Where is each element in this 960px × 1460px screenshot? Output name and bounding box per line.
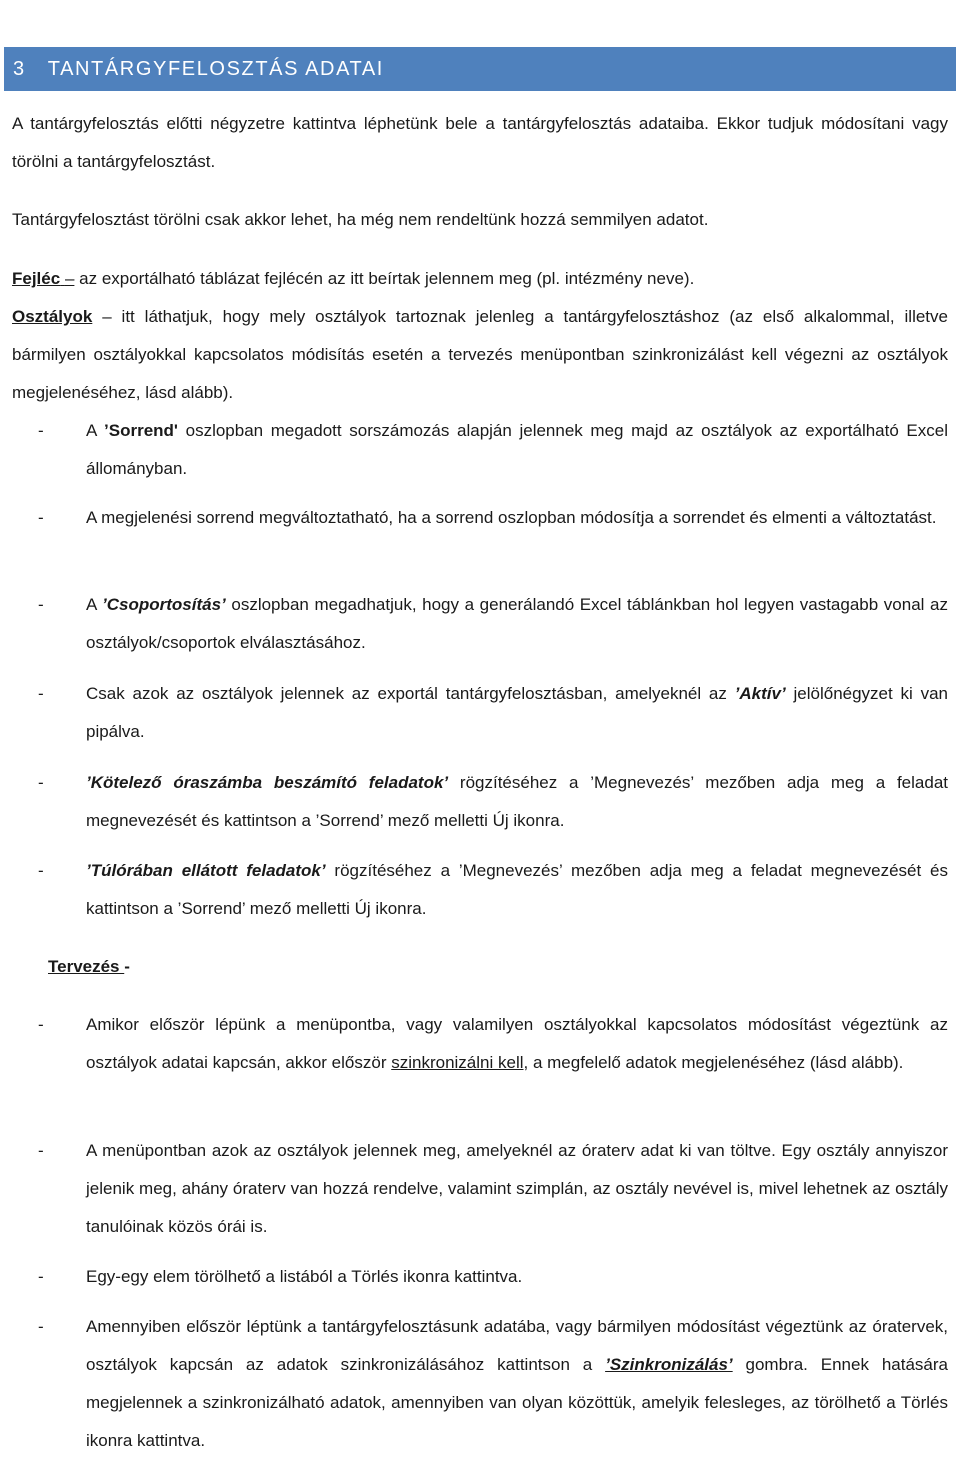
osztalyok-term: Osztályok xyxy=(12,307,93,326)
fejlec-term: Fejléc xyxy=(12,269,61,288)
list-item-bold: ’Aktív’ xyxy=(734,684,786,703)
list-dash: - xyxy=(38,508,44,527)
list-item xyxy=(38,499,948,537)
tervezes-term: Tervezés xyxy=(48,957,125,976)
intro-paragraph: A tantárgyfelosztás előtti négyzetre kattintva léphetünk bele a tantárgyfelosztás adataiba. Ekkor tudjuk módosítani vagy törölni a tantárgyfelosztást. xyxy=(12,114,948,171)
list-item-text: rögzítéséhez a ’Megnevezés’ mezőben adja meg a feladat megnevezését és kattintson a ’Sorrend’ mező melletti Új ikonra. xyxy=(86,773,948,830)
list-item-text: oszlopban megadott sorszámozás alapján jelennek meg majd az osztályok az exportálható Excel állományban. xyxy=(86,421,948,478)
list-dash: - xyxy=(38,861,44,880)
list-item-text: Csak azok az osztályok jelennek az exportál tantárgyfelosztásban, amelyeknél az xyxy=(86,684,735,703)
list-item-text: , a megfelelő adatok megjelenéséhez (lásd alább). xyxy=(523,1053,904,1072)
sync-required-link: szinkronizálni kell xyxy=(391,1053,524,1072)
list-item-bold: ’Sorrend' xyxy=(104,421,178,440)
list-item xyxy=(38,764,948,840)
list-dash: - xyxy=(38,595,44,614)
tervezes-heading xyxy=(48,948,948,986)
section-number: 3 xyxy=(13,58,26,80)
list-item-text: gombra. Ennek hatására megjelennek a szinkronizálható adatok, amennyiben van olyan közöttük, amelyik felesleges, az törölhető a Törlés ikonra kattintva. xyxy=(86,1355,948,1450)
list-item-bold: ’Túlórában ellátott feladatok’ xyxy=(86,861,326,880)
list-item xyxy=(38,586,948,662)
section-title: TANTÁRGYFELOSZTÁS ADATAI xyxy=(47,58,384,80)
list-item-text: Amikor először lépünk a menüpontba, vagy valamilyen osztályokkal kapcsolatos módosítást végeztünk az osztályok adatai kapcsán, akkor először xyxy=(86,1015,948,1072)
osztalyok-text: – itt láthatjuk, hogy mely osztályok tartoznak jelenleg a tantárgyfelosztáshoz (az első alkalommal, illetve bármilyen osztályokkal kapcsolatos módisítás esetén a tervezés menüpontban szinkronizálást kell végezni az osztályok megjelenéséhez, lásd alább). xyxy=(12,307,948,402)
list-dash: - xyxy=(38,684,44,703)
list-item xyxy=(38,1132,948,1246)
list-item-text: A menüpontban azok az osztályok jelennek meg, amelyeknél az óraterv adat ki van töltve. Egy osztály annyiszor jelenik meg, ahány óraterv van hozzá rendelve, valamint szimplán, az osztály nevével is, mivel lehetnek az osztály tanulóinak közös órái is. xyxy=(86,1141,948,1236)
sync-button-reference: ’Szinkronizálás’ xyxy=(605,1355,733,1374)
list-item-text: A megjelenési sorrend megváltoztatható, ha a sorrend oszlopban módosítja a sorrendet és elmenti a változtatást. xyxy=(86,508,937,527)
tervezes-dash: - xyxy=(124,957,130,976)
delete-rule-paragraph: Tantárgyfelosztást törölni csak akkor lehet, ha még nem rendeltünk hozzá semmilyen adatot. xyxy=(12,210,709,229)
list-item xyxy=(38,675,948,751)
list-item-text: rögzítéséhez a ’Megnevezés’ mezőben adja meg a feladat megnevezését és kattintson a ’Sorrend’ mező melletti Új ikonra. xyxy=(86,861,949,918)
list-item-bold: ’Csoportosítás’ xyxy=(102,595,226,614)
fejlec-paragraph xyxy=(12,260,948,298)
osztalyok-paragraph xyxy=(12,298,948,412)
list-dash: - xyxy=(38,421,44,440)
list-dash: - xyxy=(38,1141,44,1160)
section-heading xyxy=(4,47,956,91)
list-dash: - xyxy=(38,1317,44,1336)
list-item xyxy=(38,1006,948,1082)
list-item-text: Amennyiben először léptünk a tantárgyfelosztásunk adatába, vagy bármilyen módosítást végeztünk az óratervek, osztályok kapcsán az adatok szinkronizálásához kattintson a xyxy=(86,1317,948,1374)
list-item-text: oszlopban megadhatjuk, hogy a generálandó Excel táblánkban hol legyen vastagabb vonal az osztályok/csoportok elválasztásához. xyxy=(86,595,948,652)
fejlec-text: az exportálható táblázat fejlécén az itt beírtak jelennem meg (pl. intézmény neve). xyxy=(79,269,695,288)
list-item-text: A xyxy=(86,595,103,614)
list-item xyxy=(38,412,948,488)
list-item xyxy=(38,1258,948,1296)
list-item-text: A xyxy=(86,421,105,440)
list-item-text: Egy-egy elem törölhető a listából a Törlés ikonra kattintva. xyxy=(86,1267,523,1286)
list-item xyxy=(38,852,948,928)
fejlec-dash: – xyxy=(64,269,75,288)
list-item xyxy=(38,1308,948,1460)
list-item-bold: ’Kötelező óraszámba beszámító feladatok’ xyxy=(86,773,449,792)
list-dash: - xyxy=(38,1267,44,1286)
list-dash: - xyxy=(38,1015,44,1034)
list-dash: - xyxy=(38,773,44,792)
list-item-text: jelölőnégyzet ki van pipálva. xyxy=(86,684,948,741)
